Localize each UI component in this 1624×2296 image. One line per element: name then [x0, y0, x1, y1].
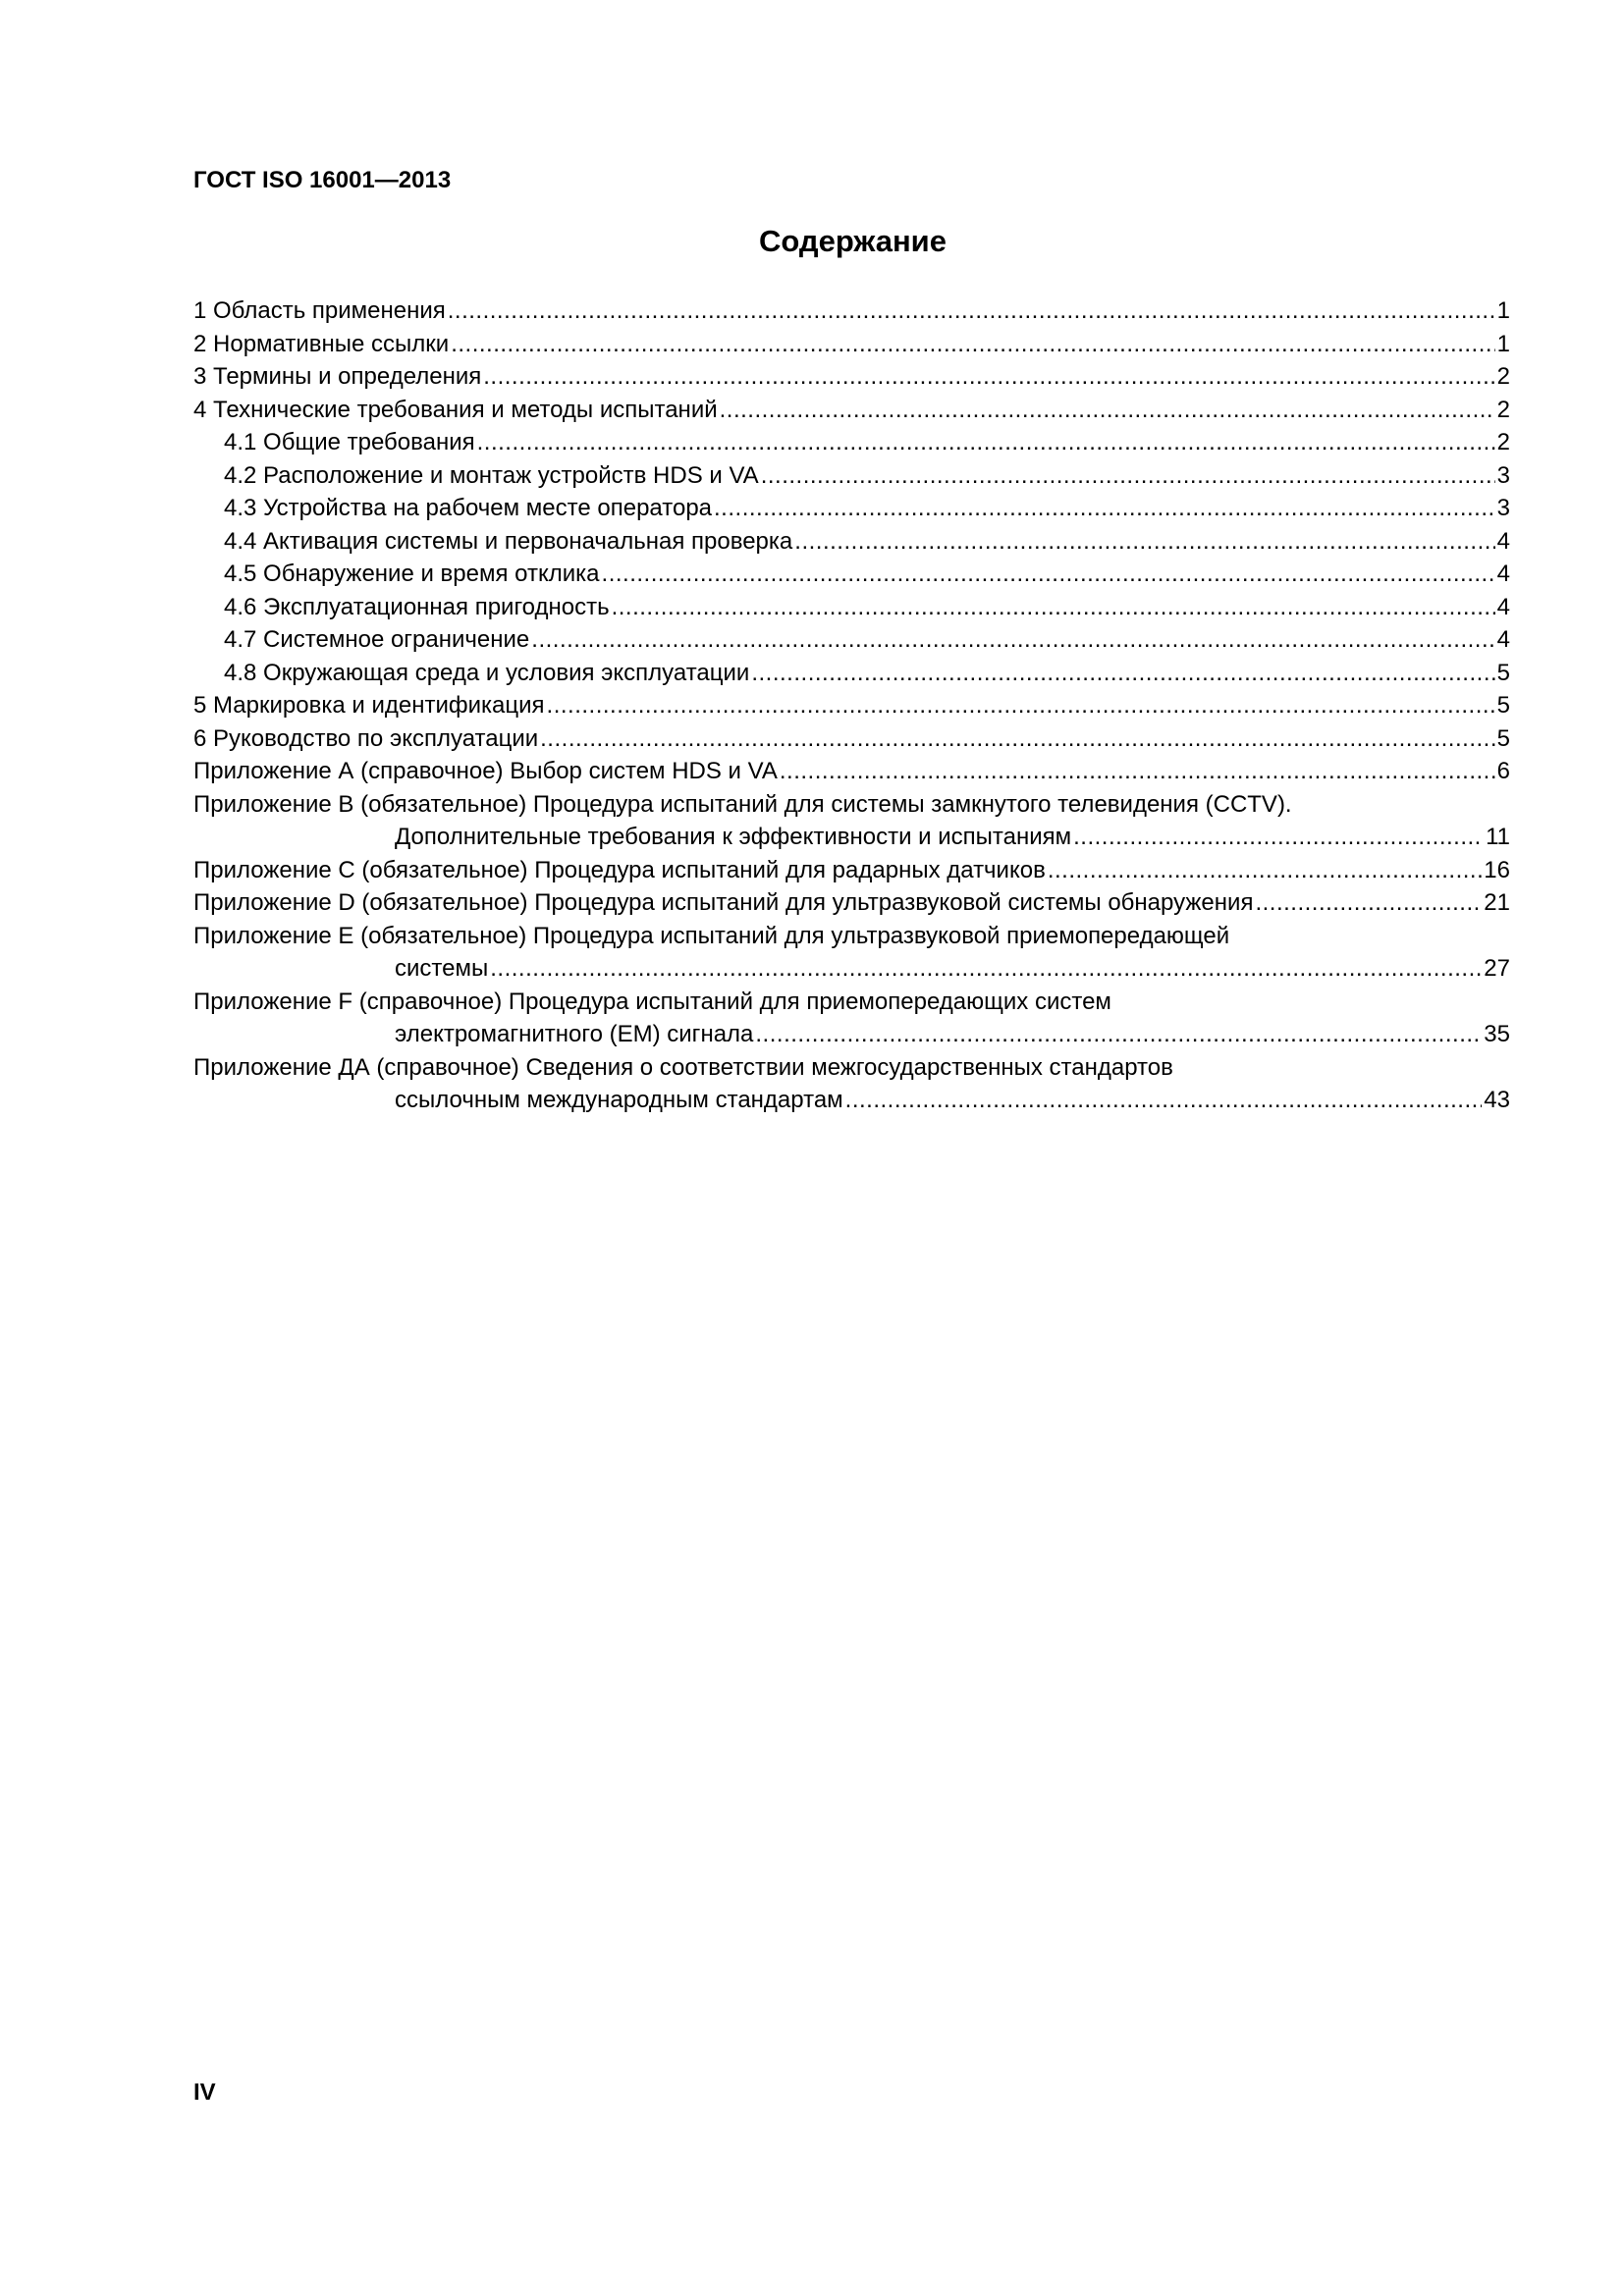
toc-leader-dots — [483, 360, 1494, 394]
toc-leader-dots — [540, 722, 1495, 756]
toc-entry-page: 5 — [1496, 724, 1510, 752]
toc-leader-dots — [531, 623, 1494, 657]
toc-leader-dots — [780, 755, 1495, 788]
toc-leader-dots — [794, 525, 1494, 559]
toc-leader-dots — [1073, 821, 1484, 854]
toc-entry-text: Приложение D (обязательное) Процедура испытаний для ультразвуковой системы обнаружения — [193, 889, 1254, 916]
toc-entry-appendix-f[interactable] — [193, 986, 1510, 1019]
toc-entry-page: 4 — [1496, 561, 1510, 587]
toc-leader-dots — [761, 459, 1495, 493]
toc-entry-page: 5 — [1496, 659, 1510, 686]
toc-leader-dots — [845, 1084, 1483, 1117]
toc-entry-text: 4 Технические требования и методы испытаний — [193, 396, 718, 423]
toc-entry-appendix-d[interactable] — [193, 886, 1510, 920]
toc-entry-page: 5 — [1496, 692, 1510, 719]
toc-entry-text: 4.6 Эксплуатационная пригодность — [224, 593, 610, 620]
toc-entry-page: 3 — [1496, 461, 1510, 489]
toc-entry-page: 4 — [1496, 527, 1510, 555]
toc-entry-5[interactable] — [193, 689, 1510, 722]
toc-entry-text: 4.5 Обнаружение и время отклика — [224, 561, 600, 587]
toc-entry-page: 1 — [1496, 297, 1510, 324]
toc-leader-dots — [1048, 854, 1482, 887]
toc-entry-page: 6 — [1496, 758, 1510, 784]
toc-entry-page: 2 — [1496, 363, 1510, 390]
toc-entry-appendix-da-continuation[interactable] — [193, 1084, 1510, 1117]
toc-entry-text: 4.8 Окружающая среда и условия эксплуатации — [224, 659, 750, 686]
toc-leader-dots — [448, 294, 1495, 328]
toc-entry-page: 3 — [1496, 495, 1510, 521]
toc-leader-dots — [720, 394, 1495, 427]
toc-entry-appendix-b-continuation[interactable] — [193, 821, 1510, 854]
toc-entry-4-5[interactable] — [193, 558, 1510, 591]
toc-entry-3[interactable] — [193, 360, 1510, 394]
toc-leader-dots — [602, 558, 1495, 591]
toc-entry-appendix-c[interactable] — [193, 854, 1510, 887]
toc-entry-text: Приложение В (обязательное) Процедура испытаний для системы замкнутого телевидения (CCTV). — [193, 790, 1292, 818]
toc-entry-text: Приложение А (справочное) Выбор систем HDS и VA — [193, 758, 778, 784]
toc-entry-page: 21 — [1484, 889, 1510, 916]
toc-entry-page: 11 — [1486, 824, 1510, 850]
toc-entry-appendix-f-continuation[interactable] — [193, 1018, 1510, 1051]
toc-entry-appendix-e[interactable] — [193, 920, 1510, 953]
toc-leader-dots — [714, 492, 1495, 525]
toc-title: Содержание — [759, 224, 947, 258]
toc-leader-dots — [751, 657, 1494, 690]
toc-entry-4[interactable] — [193, 394, 1510, 427]
toc-leader-dots — [547, 689, 1495, 722]
toc-leader-dots — [755, 1018, 1482, 1051]
toc-entry-text: 4.1 Общие требования — [224, 429, 475, 455]
toc-entry-text: Приложение F (справочное) Процедура испытаний для приемопередающих систем — [193, 988, 1111, 1015]
toc-leader-dots — [490, 952, 1482, 986]
toc-leader-dots — [1255, 886, 1482, 920]
toc-entry-continuation-text: электромагнитного (ЕМ) сигнала — [395, 1021, 754, 1047]
table-of-contents — [193, 294, 1510, 1117]
toc-entry-4-4[interactable] — [193, 525, 1510, 559]
toc-entry-4-7[interactable] — [193, 623, 1510, 657]
toc-entry-text: 5 Маркировка и идентификация — [193, 692, 545, 719]
toc-entry-text: Приложение ДА (справочное) Сведения о соответствии межгосударственных стандартов — [193, 1053, 1173, 1081]
toc-entry-text: 4.4 Активация системы и первоначальная проверка — [224, 527, 793, 555]
document-code: ГОСТ ISO 16001—2013 — [193, 167, 452, 193]
toc-leader-dots — [477, 426, 1495, 459]
toc-entry-page: 27 — [1484, 955, 1510, 982]
toc-entry-text: 4.3 Устройства на рабочем месте оператора — [224, 495, 713, 521]
toc-entry-4-2[interactable] — [193, 459, 1510, 493]
toc-entry-4-8[interactable] — [193, 657, 1510, 690]
toc-entry-page: 4 — [1496, 593, 1510, 620]
toc-entry-text: 4.2 Расположение и монтаж устройств HDS и VA — [224, 461, 759, 489]
toc-entry-page: 2 — [1496, 396, 1510, 423]
toc-entry-4-3[interactable] — [193, 492, 1510, 525]
toc-entry-text: 3 Термины и определения — [193, 363, 482, 390]
toc-leader-dots — [612, 591, 1495, 624]
toc-entry-6[interactable] — [193, 722, 1510, 756]
toc-entry-continuation-text: ссылочным международным стандартам — [395, 1087, 843, 1113]
toc-entry-page: 43 — [1484, 1087, 1510, 1113]
toc-entry-4-6[interactable] — [193, 591, 1510, 624]
toc-entry-continuation-text: системы — [395, 955, 489, 982]
toc-entry-page: 2 — [1496, 429, 1510, 455]
toc-entry-appendix-e-continuation[interactable] — [193, 952, 1510, 986]
toc-leader-dots — [451, 328, 1494, 361]
toc-entry-page: 35 — [1484, 1021, 1510, 1047]
toc-entry-2[interactable] — [193, 328, 1510, 361]
toc-entry-appendix-b[interactable] — [193, 788, 1510, 822]
toc-entry-page: 16 — [1484, 856, 1510, 883]
toc-entry-text: 1 Область применения — [193, 297, 446, 324]
toc-entry-1[interactable] — [193, 294, 1510, 328]
toc-entry-appendix-da[interactable] — [193, 1051, 1510, 1085]
toc-entry-page: 1 — [1496, 330, 1510, 357]
toc-entry-text: 6 Руководство по эксплуатации — [193, 724, 539, 752]
toc-entry-appendix-a[interactable] — [193, 755, 1510, 788]
toc-entry-page: 4 — [1496, 626, 1510, 653]
toc-entry-text: 2 Нормативные ссылки — [193, 330, 450, 357]
toc-entry-4-1[interactable] — [193, 426, 1510, 459]
toc-entry-text: Приложение С (обязательное) Процедура испытаний для радарных датчиков — [193, 856, 1046, 883]
toc-entry-text: 4.7 Системное ограничение — [224, 626, 530, 653]
page-number: IV — [193, 2079, 216, 2106]
toc-entry-continuation-text: Дополнительные требования к эффективности и испытаниям — [395, 824, 1072, 850]
toc-entry-text: Приложение Е (обязательное) Процедура испытаний для ультразвуковой приемопередающей — [193, 922, 1230, 949]
